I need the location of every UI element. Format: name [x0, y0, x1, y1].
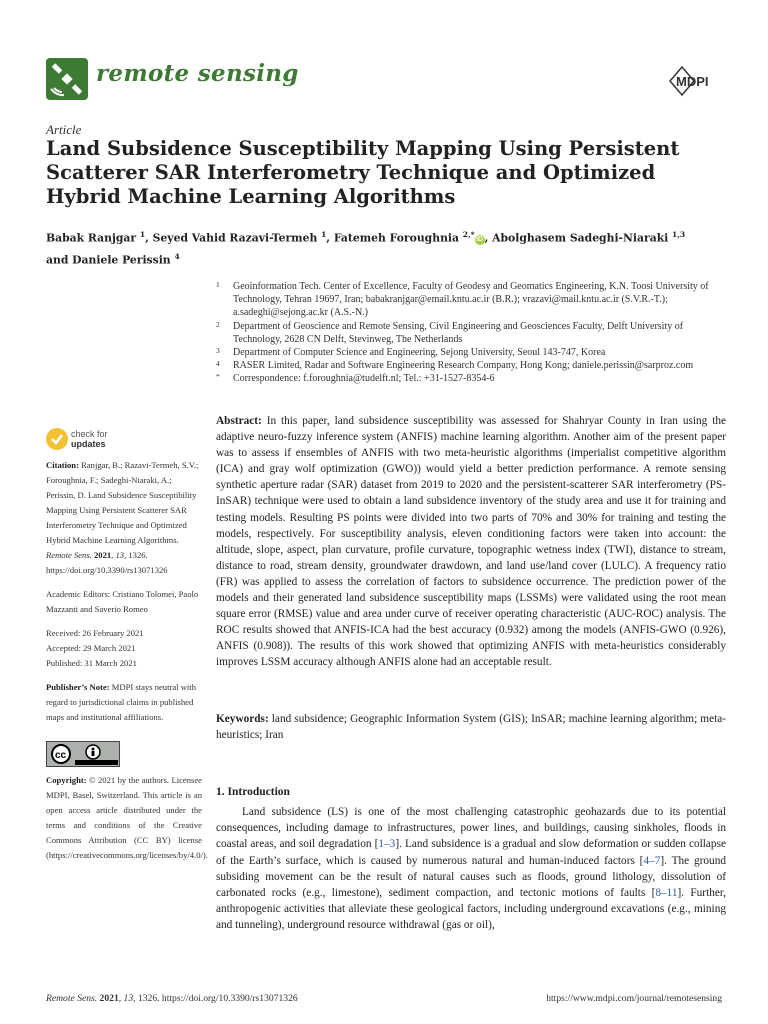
abstract-label: Abstract:: [216, 415, 262, 427]
svg-text:MDPI: MDPI: [676, 74, 709, 89]
publisher-note: Publisher’s Note: MDPI stays neutral with regard to jurisdictional claims in published maps and institutional affiliations.: [46, 682, 196, 722]
author-sup: 1: [321, 230, 327, 239]
author-name[interactable]: Abolghasem Sadeghi-Niaraki: [492, 231, 669, 245]
journal-header: [46, 54, 722, 104]
footer-citation: Remote Sens. 2021, 13, 1326. https://doi.org/10.3390/rs13071326: [46, 993, 298, 1004]
check-for-updates-button[interactable]: [46, 426, 202, 454]
citation-block: Citation: Ranjgar, B.; Razavi-Termeh, S.V.; Foroughnia, F.; Sadeghi-Niaraki, A.; Perissin, D. Land Subsidence Susceptibility Mapping Using Persistent Scatterer SAR Interferometry Technique and Optimized Hybrid Machine Learning Algorithms. Remote Sens. 2021, 13, 1326. https://doi.org/10.3390/rs13071326: [46, 460, 199, 575]
copyright-block: Copyright: © 2021 by the authors. Licensee MDPI, Basel, Switzerland. This article is an open access article distributed under the terms and conditions of the Creative Commons Attribution (CC BY) license (https://creativecommons.org/licenses/by/4.0/).: [46, 775, 208, 860]
citation-link[interactable]: 8–11: [655, 887, 678, 900]
author-name[interactable]: Seyed Vahid Razavi-Termeh: [152, 231, 318, 245]
author-sup: 4: [174, 251, 180, 261]
check-updates-label: check for: [71, 429, 108, 439]
affiliation-item: 1 Geoinformation Tech. Center of Excellence, Faculty of Geodesy and Geomatics Engineering, K.N. Toosi University of Technology, Tehran 19697, Iran; babakranjgar@email.kntu.ac.ir (B.R.); vrazavi@mail.kntu.ac.ir (S.V.R.-T.); a.sadeghi@sejong.ac.kr (A.S.-N.): [216, 280, 709, 319]
intro-paragraph: Land subsidence (LS) is one of the most challenging catastrophic geohazards due to its potential consequences, including damage to infrastructures, power lines, and buildings, causing sinkholes, floods in coastal areas, and soil degradation [1–3]. Land subsidence is a gradual and slow deformation or sudden collapse of the Earth’s surface, which is caused by numerous natural and human-induced factors [4–7]. The ground subsiding movement can be the result of natural causes such as floods, ground lithology, dissolution of carbonated rocks (e.g., limestone), sediment compaction, and tectonic motions of faults [8–11]. Further, anthropogenic activities that alleviate these geological factors, including underground excavations (e.g., mining and tunneling), underground resource withdrawal (gas or oil),: [216, 806, 727, 932]
affiliation-item: 3 Department of Computer Science and Engineering, Sejong University, Seoul 143-747, Korea: [216, 346, 606, 359]
journal-name: remote sensing: [96, 60, 299, 87]
affiliations: [216, 280, 726, 386]
accepted-date: Accepted: 29 March 2021: [46, 643, 136, 653]
article-title: Land Subsidence Susceptibility Mapping Using Persistent Scatterer SAR Interferometry Technique and Optimized Hybrid Machine Learning Algorithms: [46, 137, 680, 208]
abstract: [216, 413, 726, 671]
author-sup: 1: [139, 230, 146, 239]
check-updates-icon: [46, 428, 68, 450]
keywords-text: land subsidence; Geographic Information System (GIS); InSAR; machine learning algorithm; meta-heuristics; Iran: [216, 713, 726, 742]
affiliation-item: * Correspondence: f.foroughnia@tudelft.nl; Tel.: +31-1527-8354-6: [216, 372, 495, 385]
section-heading: 1. Introduction: [216, 786, 290, 798]
affiliation-item: 4 RASER Limited, Radar and Software Engineering Research Company, Hong Kong; daniele.perissin@sarproz.com: [216, 359, 694, 372]
citation-link[interactable]: 1–3: [378, 838, 396, 851]
keywords: [216, 711, 726, 743]
svg-text:cc: cc: [55, 750, 67, 761]
author-name[interactable]: Daniele Perissin: [72, 253, 171, 267]
keywords-label: Keywords:: [216, 713, 269, 725]
author-list: Babak Ranjgar $^1$, Seyed Vahid Razavi-Termeh $^1$, Fatemeh Foroughnia $^{2,*}$iD , Abolghasem Sadeghi-Niaraki $^{1,3}$ and Daniele Perissin $^4$: [46, 230, 686, 267]
article-type: Article: [46, 122, 82, 137]
author-name[interactable]: Babak Ranjgar: [46, 231, 137, 245]
received-date: Received: 26 February 2021: [46, 628, 144, 638]
dates-block: [46, 626, 202, 671]
author-name[interactable]: Fatemeh Foroughnia: [333, 231, 460, 245]
mdpi-logo: [666, 64, 722, 98]
citation-link[interactable]: 4–7: [643, 854, 661, 867]
cc-by-license-icon[interactable]: [46, 741, 120, 767]
author-sup: 2,*: [462, 230, 475, 239]
abstract-text: In this paper, land subsidence susceptibility was assessed for Shahryar County in Iran using the adaptive neuro-fuzzy inference system (ANFIS) machine learning algorithm. Another aim of the present paper was to assess if ensembles of ANFIS with two meta-heuristic algorithms (imperialist competitive algorithm (ICA) and gray wolf optimization (GWO)) would yield a better prediction performance. A remote sensing synthetic aperture radar (SAR) dataset from 2019 to 2020 and the persistent-scatterer SAR interferometry (PS-InSAR) technique were used to obtain a land subsidence inventory of the study area and use it for training and testing models. Resulting PS points were divided into two parts of 70% and 30% for training and testing the models, respectively. For susceptibility analysis, eleven conditioning factors were taken into account: the altitude, slope, aspect, plan curvature, profile curvature, topographic wetness index (TWI), distance to stream, distance to road, stream density, groundwater drawdown, and land use/land cover (LULC). A frequency ratio (FR) was applied to assess the correlation of factors to subsidence occurrence. The prediction power of the models and their generated land subsidence susceptibility maps (LSSMs) were validated using the root mean square error (RMSE) value and area under curve of receiver operating characteristic (AUC-ROC) analysis. The ROC results showed that ANFIS-ICA had the best accuracy (0.932) among the models (ANFIS-GWO (0.926), ANFIS (0.908)). The results of this work showed that optimizing ANFIS with meta-heuristics considerably improves LSSM accuracy although ANFIS alone had an acceptable result.: [216, 415, 726, 669]
affiliation-item: 2 Department of Geoscience and Remote Sensing, Civil Engineering and Geosciences Faculty, Delft University of Technology, 2628 CN Delft, Stevinweg, The Netherlands: [216, 319, 684, 345]
sidebar: [46, 426, 208, 872]
satellite-icon: [46, 58, 88, 100]
academic-editors: Academic Editors: Cristiano Tolomei, Paolo Mazzanti and Saverio Romeo: [46, 589, 199, 614]
check-updates-label-bold: updates: [71, 439, 106, 449]
footer-journal-url[interactable]: https://www.mdpi.com/journal/remotesensing: [546, 993, 722, 1004]
orcid-icon[interactable]: iD: [476, 235, 484, 243]
author-sup: 1,3: [672, 230, 686, 239]
published-date: Published: 31 March 2021: [46, 658, 137, 668]
